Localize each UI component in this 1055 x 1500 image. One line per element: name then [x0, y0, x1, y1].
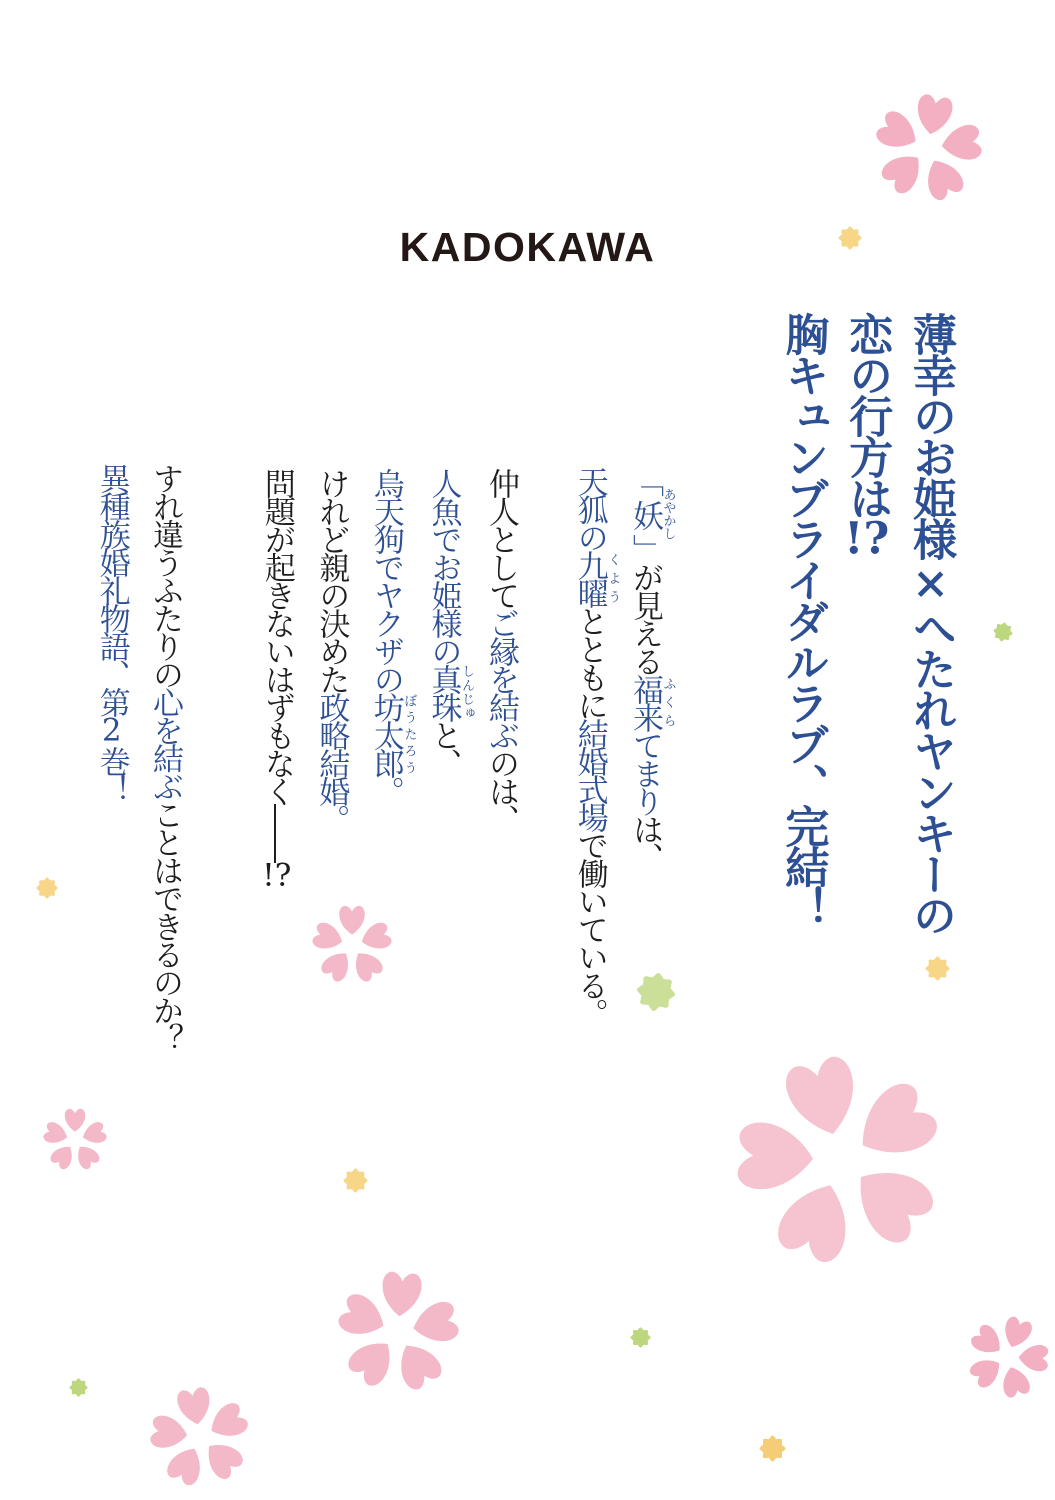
text-column [304, 468, 359, 891]
synopsis-paragraph-3 [84, 463, 191, 1051]
text-segment: 巻！ [93, 746, 130, 802]
sakura-flower-icon [332, 1266, 464, 1398]
burst-icon [343, 1168, 368, 1193]
text-segment: 2 [101, 715, 122, 746]
text-column [358, 468, 416, 891]
text-segment: が見える [627, 562, 663, 675]
text-segment: 胸キュンブライダルラブ、完結！ [777, 312, 829, 927]
text-segment: すれ違うふたりの [147, 463, 183, 687]
text-segment: 政略結婚。 [313, 692, 350, 832]
text-segment: 真珠しんじゅ [425, 664, 474, 720]
text-segment: 坊太郎ぼうたろう [367, 692, 417, 776]
text-segment: 妖あやかし [627, 488, 676, 541]
text-column [771, 312, 835, 934]
burst-icon [759, 1435, 786, 1462]
burst-icon [36, 877, 58, 899]
text-segment: 心を結ぶ [147, 687, 183, 799]
text-column [565, 466, 620, 1026]
sakura-flower-icon [955, 1304, 1055, 1409]
text-segment: 烏天狗でヤクザの [367, 468, 404, 692]
text-column [84, 463, 137, 1051]
text-column [138, 463, 191, 1051]
text-segment: ご縁を結ぶ [483, 608, 519, 748]
text-segment: のは、 [483, 748, 519, 832]
text-segment: とともに [571, 606, 608, 718]
sakura-flower-icon [142, 1379, 258, 1495]
text-column [249, 468, 304, 891]
text-segment: !? [844, 517, 890, 561]
text-segment: で働いている。 [571, 830, 608, 1026]
text-segment: 薄幸のお姫様×へたれヤンキーの [905, 312, 956, 934]
text-segment: 「 [627, 466, 663, 494]
text-segment: 異種族婚礼物語、第 [93, 463, 130, 715]
sakura-flower-icon [713, 1033, 968, 1288]
text-segment: ことはできるのか？ [147, 799, 183, 1051]
text-column [620, 466, 675, 1026]
sakura-flower-icon [43, 1108, 107, 1172]
text-segment: 仲人として [483, 468, 519, 608]
synopsis-paragraph-2 [249, 468, 528, 891]
text-segment: 人魚でお姫様の [425, 468, 462, 664]
text-segment: てまり [627, 730, 663, 815]
synopsis-paragraph-1 [565, 466, 675, 1026]
text-segment: 天狐の [571, 466, 608, 550]
burst-icon [925, 956, 950, 981]
text-column [473, 468, 528, 891]
kadokawa-logo: KADOKAWA [399, 224, 656, 270]
sakura-flower-icon [865, 85, 990, 210]
text-column [416, 468, 474, 891]
burst-icon [630, 1327, 651, 1348]
burst-icon [991, 620, 1014, 643]
text-column [898, 312, 962, 934]
text-segment: 九曜くよう [571, 550, 621, 606]
text-segment: けれど親の決めた [313, 468, 350, 692]
text-segment: 問題が起きないはずもなく―― [258, 468, 295, 860]
text-segment: 。 [367, 776, 404, 804]
sakura-flower-icon [312, 905, 392, 985]
text-segment: 」 [627, 534, 663, 563]
text-segment: !? [262, 860, 292, 891]
text-segment: 結婚式場 [571, 718, 608, 830]
text-segment: 恋の行方は [841, 312, 893, 517]
burst-icon [838, 226, 862, 250]
burst-icon [69, 1378, 88, 1397]
text-column [834, 312, 898, 934]
text-segment: は、 [627, 814, 663, 871]
text-segment: と、 [425, 720, 462, 776]
text-segment: 福来ふくら [627, 674, 676, 731]
tagline-headline [771, 312, 962, 934]
